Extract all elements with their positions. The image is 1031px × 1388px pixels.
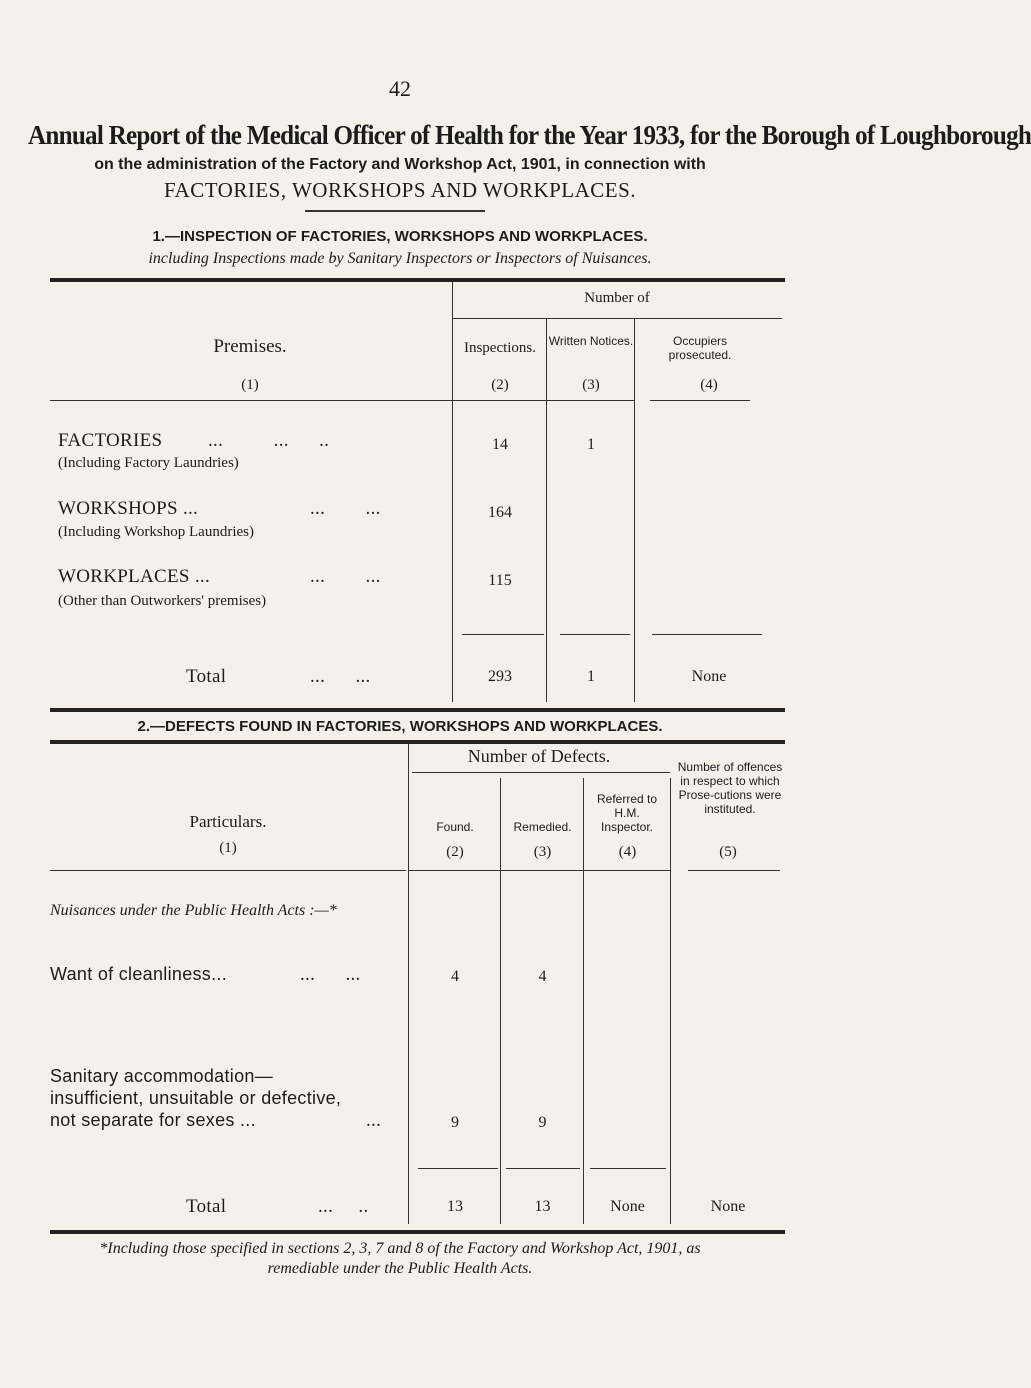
- table2-col1-header: Particulars.: [189, 812, 267, 831]
- table1-group-rule: [452, 318, 782, 319]
- table1-total-label: Total: [186, 666, 227, 687]
- table1-col4-header: Occupiers prosecuted.: [668, 334, 732, 362]
- table1-col4-number: (4): [700, 377, 718, 393]
- table1-col1-number: (1): [241, 377, 259, 393]
- table1-col3-number: (3): [582, 377, 600, 393]
- table1-col2-number: (2): [491, 377, 509, 393]
- table2-total-rule-2: [506, 1168, 580, 1169]
- table2-bottom-rule: [50, 1230, 785, 1234]
- table1-row-workplaces-label: WORKPLACES ...: [58, 566, 210, 587]
- table2-vline-4: [670, 778, 671, 1224]
- table1-row-factories-leader: ... ... ..: [208, 430, 330, 451]
- table1-total-leader: ... ...: [310, 666, 371, 687]
- table1-total-rule-1: [462, 634, 544, 635]
- table1-header-rule-2: [452, 400, 546, 401]
- table1-total-notices: 1: [587, 668, 595, 685]
- table2-total-prosecutions: None: [710, 1198, 746, 1215]
- table2-total-label: Total: [186, 1196, 227, 1217]
- table1-vline-3: [634, 318, 635, 702]
- table2-col2-header: Found.: [436, 820, 474, 834]
- table1-total-rule-3: [652, 634, 762, 635]
- table1-col1-header: Premises.: [213, 336, 287, 357]
- table1-total-prosecuted: None: [691, 668, 727, 685]
- table1-row-factories-inspections: 14: [492, 436, 508, 453]
- table1-row-factories-label: FACTORIES: [58, 430, 163, 451]
- table1-col2-header: Inspections.: [463, 340, 537, 356]
- table2-row-cleanliness-remedied: 4: [538, 968, 547, 985]
- table2-total-rule-1: [418, 1168, 498, 1169]
- table2-row-sanitary-line2: insufficient, unsuitable or defective,: [50, 1088, 342, 1108]
- table2-col5-number: (5): [719, 844, 737, 860]
- table2-row-cleanliness-label: Want of cleanliness...: [50, 964, 228, 984]
- table2-vline-2: [500, 778, 501, 1224]
- footnote-line-2: remediable under the Public Health Acts.: [267, 1260, 533, 1277]
- table2-header-rule-3: [500, 870, 583, 871]
- table2-col3-number: (3): [533, 844, 552, 860]
- table1-row-workshops-note: (Including Workshop Laundries): [58, 524, 254, 540]
- table2-row-sanitary-line1: Sanitary accommodation—: [50, 1066, 273, 1086]
- table2-col4-number: (4): [618, 844, 637, 860]
- table1-row-workplaces-note: (Other than Outworkers' premises): [58, 593, 267, 609]
- table1-heading: 1.—INSPECTION OF FACTORIES, WORKSHOPS AND WORKPLACES.: [152, 228, 648, 245]
- table2-vline-3: [583, 778, 584, 1224]
- table2-col1-number: (1): [219, 840, 237, 856]
- table2-heading: 2.—DEFECTS FOUND IN FACTORIES, WORKSHOPS AND WORKPLACES.: [137, 718, 663, 735]
- table2-row-cleanliness-leader: ... ...: [300, 964, 361, 985]
- table1-col3-header: Written Notices.: [548, 334, 634, 348]
- table2-total-rule-3: [590, 1168, 666, 1169]
- table1-row-workplaces-leader: ... ...: [310, 566, 381, 587]
- table1-total-rule-2: [560, 634, 630, 635]
- table1-row-workshops-leader: ... ...: [310, 498, 381, 519]
- table2-row-cleanliness-found: 4: [451, 968, 459, 985]
- table2-total-remedied: 13: [534, 1198, 551, 1215]
- table2-col2-number: (2): [446, 844, 464, 860]
- table1-group-header: Number of: [584, 290, 650, 306]
- table2-row-sanitary-remedied: 9: [538, 1114, 547, 1131]
- table1-bottom-rule: [50, 708, 785, 712]
- table1-top-rule: [50, 278, 785, 282]
- table2-header-rule-5: [688, 870, 780, 871]
- report-title: Annual Report of the Medical Officer of Health for the Year 1933, for the Borough of Loughborough: [28, 120, 1031, 150]
- table2-total-referred: None: [610, 1198, 645, 1215]
- table2-group-header: Number of Defects.: [467, 746, 611, 766]
- table2-col4-header: Referred to H.M. Inspector.: [596, 792, 658, 834]
- table2-header-rule-1: [50, 870, 406, 871]
- table2-row-sanitary-leader: ...: [366, 1110, 382, 1131]
- table2-row-sanitary-line3: not separate for sexes ...: [50, 1110, 256, 1130]
- title-divider: [305, 210, 485, 212]
- table1-total-inspections: 293: [488, 668, 512, 685]
- table2-total-found: 13: [447, 1198, 463, 1215]
- table1-row-factories-notices: 1: [587, 436, 595, 453]
- table2-section-label: Nuisances under the Public Health Acts :—*: [50, 902, 337, 919]
- table2-header-rule-2: [408, 870, 500, 871]
- table1-vline-2: [546, 318, 547, 702]
- footnote-line-1: *Including those specified in sections 2, 3, 7 and 8 of the Factory and Workshop Act, 1901, as: [99, 1240, 701, 1257]
- table1-header-rule-1: [50, 400, 452, 401]
- subtitle-line-2: FACTORIES, WORKSHOPS AND WORKPLACES.: [163, 178, 637, 202]
- table1-header-rule-4: [650, 400, 750, 401]
- table1-vline-1: [452, 282, 453, 702]
- table2-col3-header: Remedied.: [513, 820, 572, 834]
- table2-group-rule: [412, 772, 670, 773]
- table1-subheading: including Inspections made by Sanitary Inspectors or Inspectors of Nuisances.: [148, 250, 652, 267]
- table1-row-workshops-inspections: 164: [488, 504, 512, 521]
- table1-row-workshops-label: WORKSHOPS ...: [58, 498, 199, 519]
- subtitle-line-1: on the administration of the Factory and Workshop Act, 1901, in connection with: [94, 156, 706, 173]
- page-number: 42: [389, 76, 411, 101]
- table2-header-rule-4: [583, 870, 670, 871]
- table2-top-rule: [50, 740, 785, 744]
- table2-row-sanitary-found: 9: [451, 1114, 459, 1131]
- table1-row-factories-note: (Including Factory Laundries): [58, 455, 239, 471]
- table1-header-rule-3: [546, 400, 634, 401]
- table2-col5-header: Number of offences in respect to which Prose-cutions were instituted.: [677, 760, 783, 816]
- table1-row-workplaces-inspections: 115: [488, 572, 512, 589]
- table2-total-leader: ... ..: [318, 1196, 369, 1217]
- table2-vline-1: [408, 744, 409, 1224]
